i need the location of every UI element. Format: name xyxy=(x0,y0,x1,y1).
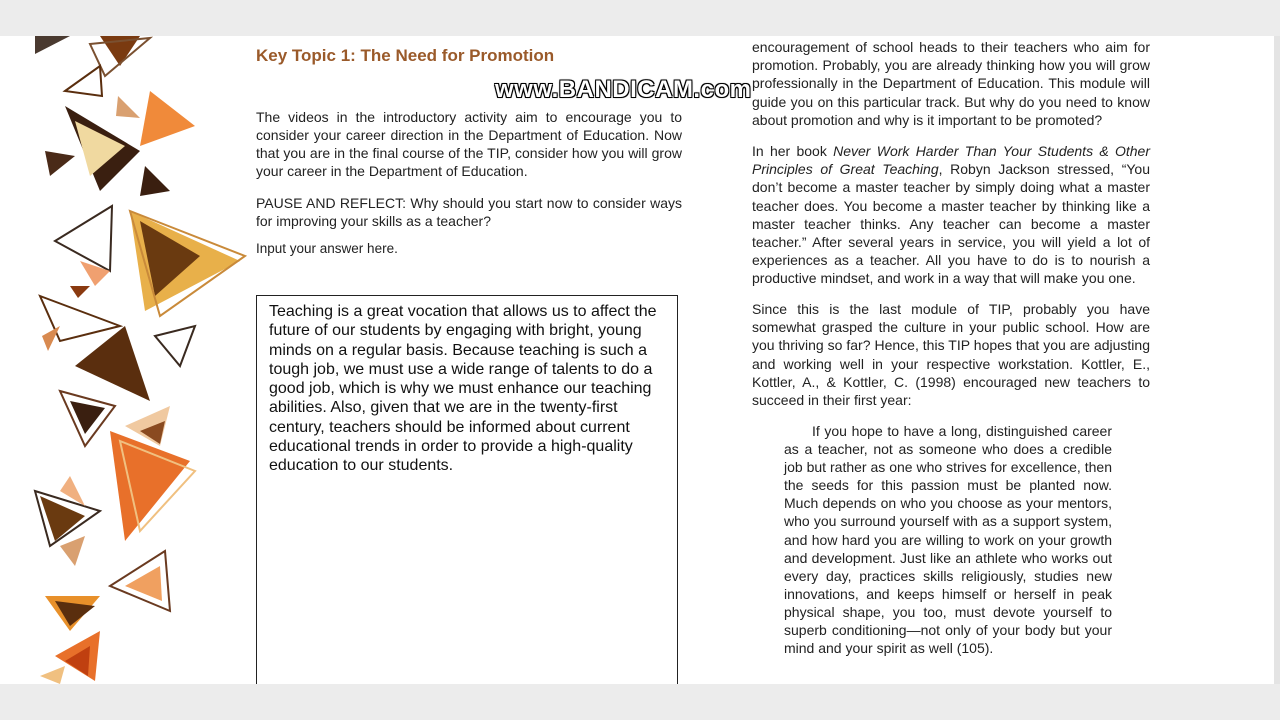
document-page xyxy=(0,36,1280,684)
intro-paragraph: The videos in the introductory activity aim to encourage you to consider your career direction in the Department of Education. Now that you are in the final course of the TIP, consider how you will grow your career in the Department of Education. xyxy=(256,109,682,179)
deco-triangle xyxy=(116,96,140,118)
deco-triangle xyxy=(80,261,110,286)
deco-triangle xyxy=(55,206,112,271)
deco-triangle xyxy=(35,36,70,54)
deco-triangle xyxy=(125,566,162,601)
kottler-paragraph: Since this is the last module of TIP, probably you have somewhat grasped the culture in your public school. How are you thriving so far? Hence, this TIP hopes that you are adjusting and working well in your respective workstation. Kottler, E., Kottler, A., & Kottler, C. (1998) encouraged new teachers to succeed in their first year: xyxy=(752,301,1150,409)
deco-triangle xyxy=(70,286,90,298)
promotion-paragraph: encouragement of school heads to their teachers who aim for promotion. Probably, you are already thinking how you will grow professionally in the Department of Education. This module will guide you on this particular track. But why do you need to know about promotion and why is it important to be promoted? xyxy=(752,39,1150,128)
jackson-intro: In her book xyxy=(752,143,834,159)
input-prompt: Input your answer here. xyxy=(256,241,398,256)
deco-triangle xyxy=(60,536,85,566)
answer-text: Teaching is a great vocation that allows us to affect the future of our students by engaging with bright, young minds on a regular basis. Because teaching is such a tough job, we must use a wide range of talents to do a good job, which is why we must enhance our teaching abilities. Also, given that we are in the twenty-first century, teachers should be informed about current educational trends in order to provide a high-quality education to our students. xyxy=(269,303,657,475)
triangle-decoration xyxy=(30,36,250,684)
block-quote: If you hope to have a long, distinguished career as a teacher, not as someone who does a credible job but rather as one who strives for excellence, then the seeds for this passion must be planted now. Much depends on who you choose as your mentors, who you surround yourself with as a support system, and how hard you are willing to work on your growth and development. Just like an athlete who works out every day, practices skills religiously, studies new innovations, and keeps himself or herself in peak physical shape, you too, must devote yourself to superb conditioning—not only of your body but your mind and your spirit as well (105). xyxy=(784,423,1112,657)
book-title: Never Work Harder Than Your Students & Other Principles of Great Teaching xyxy=(752,143,1150,178)
deco-triangle xyxy=(155,326,195,366)
page-edge xyxy=(1274,36,1280,684)
answer-box[interactable] xyxy=(256,295,678,684)
pause-reflect-question: PAUSE AND REFLECT: Why should you start now to consider ways for improving your skills as a teacher? xyxy=(256,195,682,229)
bandicam-watermark: www.BANDICAM.com xyxy=(495,76,752,103)
deco-triangle xyxy=(70,401,105,434)
bottom-letterbox xyxy=(0,684,1280,720)
deco-triangle xyxy=(140,91,195,146)
deco-triangle xyxy=(45,151,75,176)
top-letterbox xyxy=(0,0,1280,36)
deco-triangle xyxy=(42,326,60,351)
deco-triangle xyxy=(65,66,102,96)
deco-triangle xyxy=(40,666,65,684)
deco-triangle xyxy=(140,166,170,196)
deco-triangle xyxy=(75,326,150,401)
jackson-quote: , Robyn Jackson stressed, “You don’t become a master teacher by simply doing what a master teacher does. You become a master teacher by thinking like a master teacher thinks. Any teacher can become a master teacher.” After several years in service, you will yield a lot of experiences as a teacher. All you have to do is to nourish a productive mindset, and work in a way that will make you one. xyxy=(752,161,1150,287)
jackson-paragraph xyxy=(752,142,1150,288)
key-topic-heading: Key Topic 1: The Need for Promotion xyxy=(256,46,555,65)
